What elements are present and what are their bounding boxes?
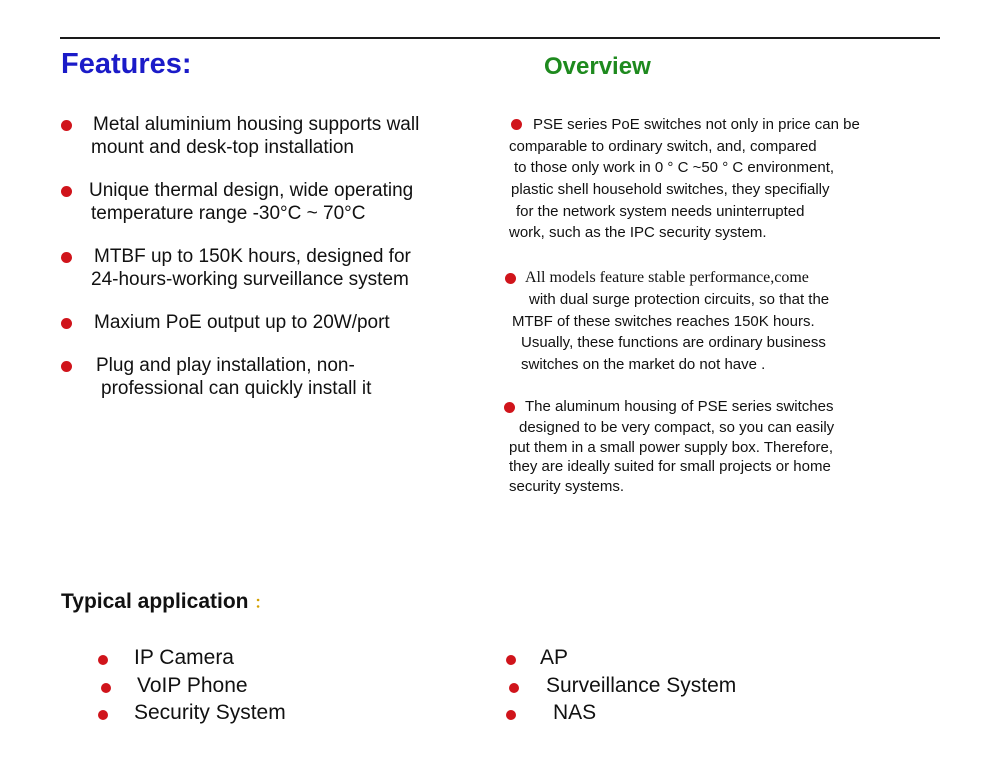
bullet-icon [61,186,72,197]
bullet-icon [506,710,516,720]
feature-line: temperature range -30°C ~ 70°C [91,203,366,224]
overview-line: switches on the market do not have . [521,356,766,373]
overview-line: PSE series PoE switches not only in price can be [533,116,860,133]
bullet-icon [511,119,522,130]
application-item: Surveillance System [546,674,737,697]
bullet-icon [61,120,72,131]
bullet-icon [505,273,516,284]
application-item: NAS [553,701,597,724]
overview-line: to those only work in 0 ° C ~50 ° C environment, [514,159,835,176]
bullet-icon [61,361,72,372]
overview-line: designed to be very compact, so you can easily [519,419,835,436]
overview-line: with dual surge protection circuits, so that the [529,291,830,308]
feature-line: mount and desk-top installation [91,137,354,158]
overview-heading: Overview [544,53,651,80]
feature-line: Plug and play installation, non- [96,355,355,376]
overview-line: comparable to ordinary switch, and, compared [509,138,817,155]
application-item: VoIP Phone [137,674,248,697]
overview-line: All models feature stable performance,come [525,269,809,286]
feature-line: MTBF up to 150K hours, designed for [94,246,411,267]
features-heading: Features: [61,48,192,80]
bullet-icon [509,683,519,693]
feature-line: 24-hours-working surveillance system [91,269,409,290]
bullet-icon [506,655,516,665]
application-item: IP Camera [134,646,234,669]
overview-line: plastic shell household switches, they specifially [511,181,830,198]
overview-line: security systems. [509,478,625,495]
feature-line: Metal aluminium housing supports wall [93,114,420,135]
applications-heading-text: Typical application [61,590,249,613]
bullet-icon [61,318,72,329]
applications-heading [61,590,270,614]
overview-line: they are ideally suited for small projects or home [509,458,831,475]
bullet-icon [504,402,515,413]
bullet-icon [98,710,108,720]
overview-line: The aluminum housing of PSE series switches [525,398,834,415]
overview-line: for the network system needs uninterrupted [516,203,805,220]
bullet-icon [98,655,108,665]
feature-line: Unique thermal design, wide operating [89,180,414,201]
application-item: AP [540,646,569,669]
overview-line: Usually, these functions are ordinary business [521,334,826,351]
application-item: Security System [134,701,286,724]
overview-line: put them in a small power supply box. Therefore, [509,439,834,456]
bullet-icon [101,683,111,693]
applications-heading-colon: ： [254,595,271,612]
overview-line: work, such as the IPC security system. [509,224,767,241]
top-divider [60,37,940,39]
overview-line: MTBF of these switches reaches 150K hours. [512,313,815,330]
bullet-icon [61,252,72,263]
feature-line: Maxium PoE output up to 20W/port [94,312,390,333]
feature-line: professional can quickly install it [101,378,372,399]
